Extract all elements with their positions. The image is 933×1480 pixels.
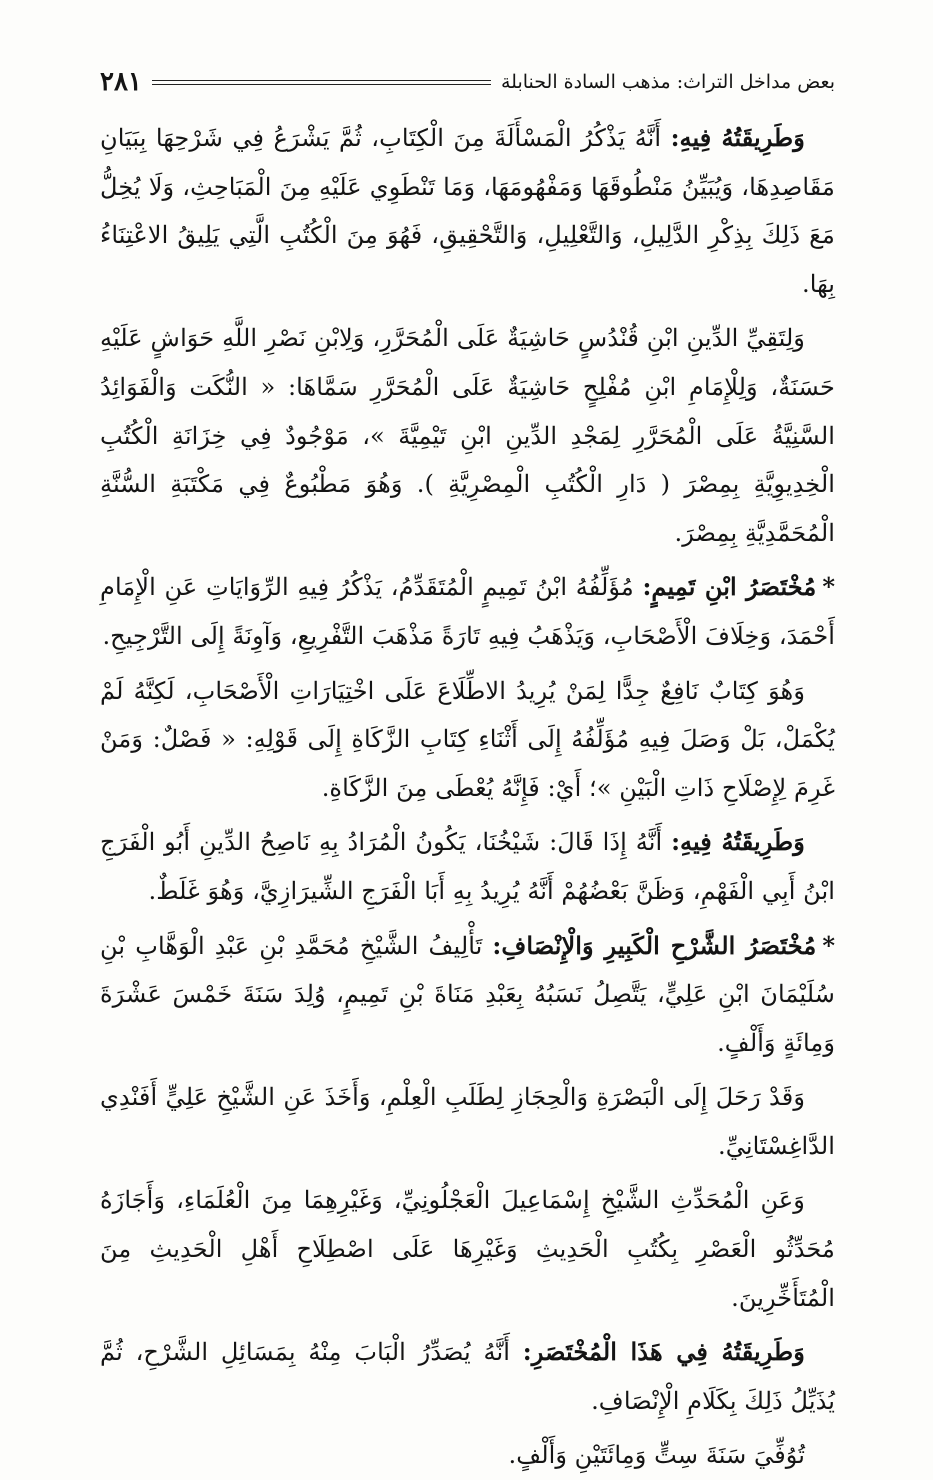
paragraph-text: مُؤَلِّفُهُ ابْنُ تَمِيمٍ الْمُتَقَدِّمُ، يَذْكُرُ فِيهِ الرِّوَايَاتِ عَنِ الْإِمَامِ أَحْمَدَ، وَخِلَافَ الْأَصْحَابِ، وَيَذْهَبُ فِيهِ تَارَةً مَذْهَبَ التَّفْرِيعِ، وَآوِنَةً إِلَى التَّرْجِيحِ. xyxy=(100,573,835,650)
paragraph-text: أَنَّهُ يَذْكُرُ الْمَسْأَلَةَ مِنَ الْكِتَابِ، ثُمَّ يَشْرَعُ فِي شَرْحِهَا بِبَيَانِ مَقَاصِدِهَا، وَيُبَيِّنُ مَنْطُوقَهَا وَمَفْهُومَهَا، وَمَا تَنْطَوِي عَلَيْهِ مِنَ الْمَبَاحِثِ، وَلَا يُخِلُّ مَعَ ذَلِكَ بِذِكْرِ الدَّلِيلِ، وَالتَّعْلِيلِ، وَالتَّحْقِيقِ، فَهُوَ مِنَ الْكُتُبِ الَّتِي يَلِيقُ الاعْتِنَاءُ بِهَا. xyxy=(100,124,835,298)
running-title: بعض مداخل التراث: مذهب السادة الحنابلة xyxy=(500,71,835,93)
paragraph-text: تُوُفِّيَ سَنَةَ سِتٍّ وَمِائَتَيْنِ وَأَلْفٍ. xyxy=(508,1441,805,1470)
running-head xyxy=(100,62,835,102)
paragraph-1 xyxy=(100,114,835,308)
header-rule xyxy=(152,80,491,85)
lead-phrase: وَطَرِيقَتُهُ فِيهِ: xyxy=(671,827,805,857)
paragraph-4 xyxy=(100,667,835,813)
paragraph-3 xyxy=(100,563,835,660)
paragraph-10 xyxy=(100,1431,835,1480)
body-text xyxy=(100,114,835,1480)
lead-phrase: وَطَرِيقَتُهُ فِيهِ: xyxy=(670,123,805,152)
bullet-asterisk: * xyxy=(822,930,835,960)
lead-phrase: مُخْتَصَرُ ابْنِ تَمِيمٍ: xyxy=(642,572,817,602)
lead-phrase: وَطَرِيقَتُهُ فِي هَذَا الْمُخْتَصَرِ: xyxy=(522,1337,805,1367)
paragraph-6 xyxy=(100,922,835,1068)
page-number: ٢٨١ xyxy=(100,67,142,97)
paragraph-text: وَلِتَقِيِّ الدِّينِ ابْنِ قُنْدُسٍ حَاشِيَةٌ عَلَى الْمُحَرَّرِ، وَلِابْنِ نَصْرِ اللَّهِ حَوَاشٍ عَلَيْهِ حَسَنَةٌ، وَلِلْإِمَامِ ابْنِ مُفْلِحٍ حَاشِيَةٌ عَلَى الْمُحَرَّرِ سَمَّاهَا: « النُّكَت وَالْفَوَائِدُ السَّنِيَّةُ عَلَى الْمُحَرَّرِ لِمَجْدِ الدِّينِ ابْنِ تَيْمِيَّةَ »، مَوْجُودٌ فِي خِزَانَةِ الْكُتُبِ الْخِدِيوِيَّةِ بِمِصْرَ ( دَارِ الْكُتُبِ الْمِصْرِيَّةِ ). وَهُوَ مَطْبُوعٌ فِي مَكْتَبَةِ السُّنَّةِ الْمُحَمَّدِيَّةِ بِمِصْرَ. xyxy=(100,324,835,547)
lead-phrase: مُخْتَصَرُ الشَّرْحِ الْكَبِيرِ وَالْإِنْصَافِ: xyxy=(492,930,817,960)
paragraph-7 xyxy=(100,1073,835,1170)
paragraph-text: وَعَنِ الْمُحَدِّثِ الشَّيْخِ إِسْمَاعِيلَ الْعَجْلُونِيِّ، وَغَيْرِهِمَا مِنَ الْعُلَمَاءِ، وَأَجَازَهُ مُحَدِّثُو الْعَصْرِ بِكُتُبِ الْحَدِيثِ وَغَيْرِهَا عَلَى اصْطِلَاحِ أَهْلِ الْحَدِيثِ مِنَ الْمُتَأَخِّرِينَ. xyxy=(100,1186,835,1312)
paragraph-text: وَهُوَ كِتَابٌ نَافِعٌ جِدًّا لِمَنْ يُرِيدُ الاطِّلَاعَ عَلَى اخْتِيَارَاتِ الْأَصْحَابِ، لَكِنَّهُ لَمْ يُكْمَلْ، بَلْ وَصَلَ فِيهِ مُؤَلِّفُهُ إِلَى أَثْنَاءِ كِتَابِ الزَّكَاةِ إِلَى قَوْلِهِ: « فَصْلٌ: وَمَنْ غَرِمَ لِإِصْلَاحِ ذَاتِ الْبَيْنِ »؛ أَيْ: فَإِنَّهُ يُعْطَى مِنَ الزَّكَاةِ. xyxy=(100,676,835,802)
paragraph-text: وَقَدْ رَحَلَ إِلَى الْبَصْرَةِ وَالْحِجَازِ لِطَلَبِ الْعِلْمِ، وَأَخَذَ عَنِ الشَّيْخِ عَلِيٍّ أَفَنْدِي الدَّاغِسْتَانِيِّ. xyxy=(100,1083,835,1160)
paragraph-2 xyxy=(100,314,835,557)
paragraph-text: أَنَّهُ يُصَدِّرُ الْبَابَ مِنْهُ بِمَسَائِلِ الشَّرْحِ، ثُمَّ يُذَيِّلُ ذَلِكَ بِكَلَامِ الْإِنْصَافِ. xyxy=(100,1338,835,1415)
paragraph-text: تَأْلِيفُ الشَّيْخِ مُحَمَّدِ بْنِ عَبْدِ الْوَهَّابِ بْنِ سُلَيْمَانَ ابْنِ عَلِيٍّ، يَتَّصِلُ نَسَبُهُ بِعَبْدِ مَنَاةَ بْنِ تَمِيمٍ، وُلِدَ سَنَةَ خَمْسَ عَشْرَةَ وَمِائَةٍ وَأَلْفٍ. xyxy=(100,931,835,1057)
bullet-asterisk: * xyxy=(822,572,835,602)
paragraph-text: أَنَّهُ إِذَا قَالَ: شَيْخُنَا، يَكُونُ الْمُرَادُ بِهِ نَاصِحُ الدِّينِ أَبُو الْفَرَجِ ابْنُ أَبِي الْفَهْمِ، وَظَنَّ بَعْضُهُمْ أَنَّهُ يُرِيدُ بِهِ أَبَا الْفَرَجِ الشِّيرَازِيَّ، وَهُوَ غَلَطٌ. xyxy=(100,828,835,905)
paragraph-9 xyxy=(100,1328,835,1425)
paragraph-8 xyxy=(100,1176,835,1322)
paragraph-5 xyxy=(100,818,835,915)
